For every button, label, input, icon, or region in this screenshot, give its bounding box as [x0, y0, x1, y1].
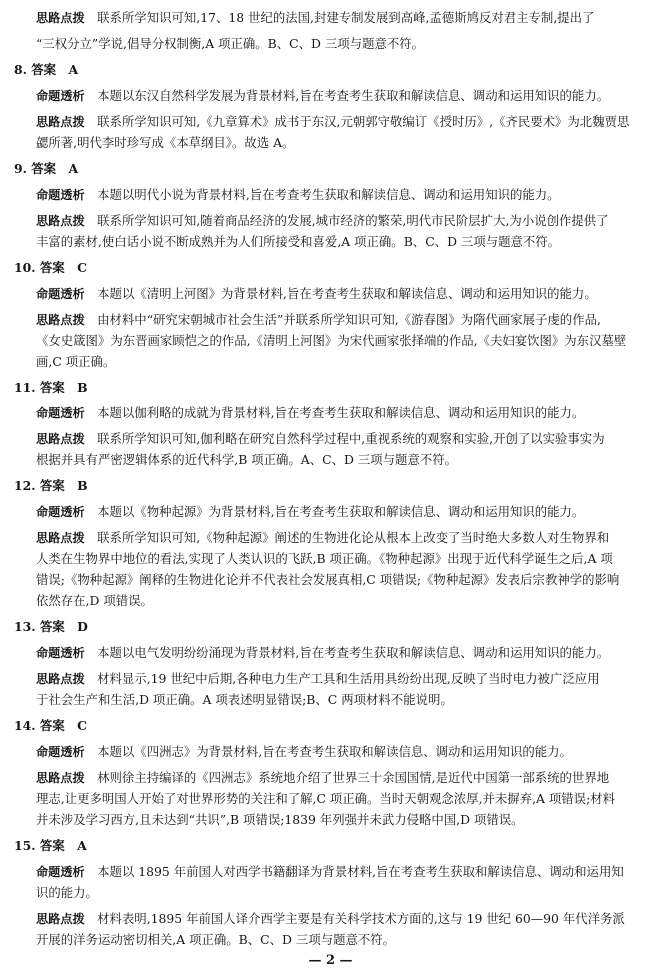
section-label: 思路点拨 — [36, 11, 85, 25]
answer-label: 答案 — [39, 718, 65, 733]
continuation-line: 理志,让更多明国人开始了对世界形势的关注和了解,C 项正确。当时天朝观念浓厚,并未摒弃,A 项错误;材料 — [36, 791, 616, 806]
question-number: 8. — [14, 62, 27, 77]
answer-value: A — [68, 161, 79, 176]
question-answer-header — [14, 380, 614, 396]
continuation-line: 根据并具有严密逻辑体系的近代科学,B 项正确。A、C、D 三项与题意不符。 — [36, 452, 458, 467]
section-label: 思路点拨 — [36, 912, 85, 926]
explanation-line — [36, 431, 636, 447]
explanation-text: 联系所学知识可知,伽利略在研究自然科学过程中,重视系统的观察和实验,开创了以实验事实为 — [97, 431, 605, 446]
explanation-line — [36, 671, 636, 687]
explanation-text: 材料显示,19 世纪中后期,各种电力生产工具和生活用具纷纷出现,反映了当时电力被广泛应用 — [97, 671, 600, 686]
section-label: 命题透析 — [36, 188, 85, 202]
answer-value: C — [77, 718, 87, 733]
answer-label: 答案 — [31, 161, 57, 176]
answer-label: 答案 — [31, 62, 57, 77]
explanation-text: 本题以《清明上河图》为背景材料,旨在考查考生获取和解读信息、调动和运用知识的能力。 — [97, 286, 597, 301]
explanation-line — [36, 213, 636, 229]
explanation-text: 联系所学知识可知,17、18 世纪的法国,封建专制发展到高峰,孟德斯鸠反对君主专制,提出了 — [97, 10, 595, 25]
explanation-text: 本题以《四洲志》为背景材料,旨在考查考生获取和解读信息、调动和运用知识的能力。 — [97, 744, 572, 759]
continuation-line: 开展的洋务运动密切相关,A 项正确。B、C、D 三项与题意不符。 — [36, 932, 396, 947]
explanation-line — [36, 187, 636, 203]
explanation-line — [36, 312, 636, 328]
question-number: 10. — [14, 260, 36, 275]
section-label: 命题透析 — [36, 89, 85, 103]
explanation-text: 本题以伽利略的成就为背景材料,旨在考查考生获取和解读信息、调动和运用知识的能力。 — [97, 405, 585, 420]
question-number: 13. — [14, 619, 36, 634]
answer-value: D — [77, 619, 88, 634]
explanation-line — [36, 864, 636, 880]
explanation-line — [36, 286, 636, 302]
page-number: — 2 — — [308, 953, 353, 968]
answer-label: 答案 — [39, 478, 65, 493]
answer-label: 答案 — [39, 260, 65, 275]
explanation-text: 联系所学知识可知,随着商品经济的发展,城市经济的繁荣,明代市民阶层扩大,为小说创作提供了 — [97, 213, 609, 228]
question-answer-header — [14, 62, 614, 78]
continuation-line: 于社会生产和生活,D 项正确。A 项表述明显错误;B、C 两项材料不能说明。 — [36, 692, 453, 707]
explanation-text: 由材料中“研究宋朝城市社会生活”并联系所学知识可知,《游春图》为隋代画家展子虔的作品, — [97, 312, 601, 327]
continuation-line: “三权分立”学说,倡导分权制衡,A 项正确。B、C、D 三项与题意不符。 — [36, 36, 425, 51]
question-number: 14. — [14, 718, 36, 733]
section-label: 思路点拨 — [36, 432, 85, 446]
section-label: 命题透析 — [36, 646, 85, 660]
section-label: 思路点拨 — [36, 115, 85, 129]
explanation-text: 材料表明,1895 年前国人译介西学主要是有关科学技术方面的,这与 19 世纪 60—90 年代洋务派 — [97, 911, 625, 926]
explanation-text: 联系所学知识可知,《九章算术》成书于东汉,元朝郭守敬编订《授时历》,《齐民要术》为北魏贾思 — [97, 114, 630, 129]
explanation-line — [36, 770, 636, 786]
answer-value: B — [77, 478, 88, 493]
continuation-line: 勰所著,明代李时珍写成《本草纲目》。故选 A。 — [36, 135, 295, 150]
continuation-line: 错误;《物种起源》阐释的生物进化论并不代表社会发展真相,C 项错误;《物种起源》发表后宗教神学的影响 — [36, 572, 620, 587]
explanation-line — [36, 114, 636, 130]
question-number: 11. — [14, 380, 36, 395]
continuation-line: 画,C 项正确。 — [36, 354, 116, 369]
question-answer-header — [14, 478, 614, 494]
answer-value: C — [77, 260, 87, 275]
section-label: 思路点拨 — [36, 531, 85, 545]
explanation-line — [36, 504, 636, 520]
continuation-line: 人类在生物界中地位的看法,实现了人类认识的飞跃,B 项正确。《物种起源》出现于近代科学诞生之后,A 项 — [36, 551, 613, 566]
answer-value: A — [68, 62, 79, 77]
explanation-line — [36, 405, 636, 421]
explanation-text: 联系所学知识可知,《物种起源》阐述的生物进化论从根本上改变了当时绝大多数人对生物界和 — [97, 530, 610, 545]
continuation-line: 识的能力。 — [36, 885, 98, 900]
question-answer-header — [14, 838, 614, 854]
answer-label: 答案 — [39, 838, 65, 853]
explanation-text: 本题以东汉自然科学发展为背景材料,旨在考查考生获取和解读信息、调动和运用知识的能力。 — [97, 88, 610, 103]
explanation-line — [36, 645, 636, 661]
answer-value: A — [77, 838, 87, 853]
section-label: 命题透析 — [36, 865, 85, 879]
continuation-line: 丰富的素材,使白话小说不断成熟并为人们所接受和喜爱,A 项正确。B、C、D 三项与题意不符。 — [36, 234, 561, 249]
question-number: 15. — [14, 838, 36, 853]
continuation-line: 并未涉及学习西方,且未达到“共识”,B 项错误;1839 年列强并未武力侵略中国,D 项错误。 — [36, 812, 524, 827]
explanation-text: 本题以《物种起源》为背景材料,旨在考查考生获取和解读信息、调动和运用知识的能力。 — [97, 504, 585, 519]
question-answer-header — [14, 619, 614, 635]
section-label: 命题透析 — [36, 505, 85, 519]
explanation-line — [36, 744, 636, 760]
explanation-line — [36, 10, 636, 26]
section-label: 命题透析 — [36, 287, 85, 301]
section-label: 命题透析 — [36, 745, 85, 759]
question-answer-header — [14, 260, 614, 276]
explanation-text: 林则徐主持编译的《四洲志》系统地介绍了世界三十余国国情,是近代中国第一部系统的世界地 — [97, 770, 610, 785]
section-label: 命题透析 — [36, 406, 85, 420]
answer-label: 答案 — [39, 380, 65, 395]
section-label: 思路点拨 — [36, 672, 85, 686]
section-label: 思路点拨 — [36, 771, 85, 785]
question-number: 12. — [14, 478, 36, 493]
question-number: 9. — [14, 161, 27, 176]
continuation-line: 依然存在,D 项错误。 — [36, 593, 153, 608]
question-answer-header — [14, 718, 614, 734]
explanation-text: 本题以 1895 年前国人对西学书籍翻译为背景材料,旨在考查考生获取和解读信息、调动和运用知 — [97, 864, 624, 879]
answer-value: B — [77, 380, 88, 395]
continuation-line: 《女史箴图》为东晋画家顾恺之的作品,《清明上河图》为宋代画家张择端的作品,《夫妇宴饮图》为东汉墓壁 — [36, 333, 627, 348]
explanation-line — [36, 911, 636, 927]
question-answer-header — [14, 161, 614, 177]
explanation-line — [36, 88, 636, 104]
answer-label: 答案 — [39, 619, 65, 634]
section-label: 思路点拨 — [36, 214, 85, 228]
explanation-line — [36, 530, 636, 546]
explanation-text: 本题以明代小说为背景材料,旨在考查考生获取和解读信息、调动和运用知识的能力。 — [97, 187, 560, 202]
explanation-text: 本题以电气发明纷纷涌现为背景材料,旨在考查考生获取和解读信息、调动和运用知识的能力。 — [97, 645, 610, 660]
section-label: 思路点拨 — [36, 313, 85, 327]
